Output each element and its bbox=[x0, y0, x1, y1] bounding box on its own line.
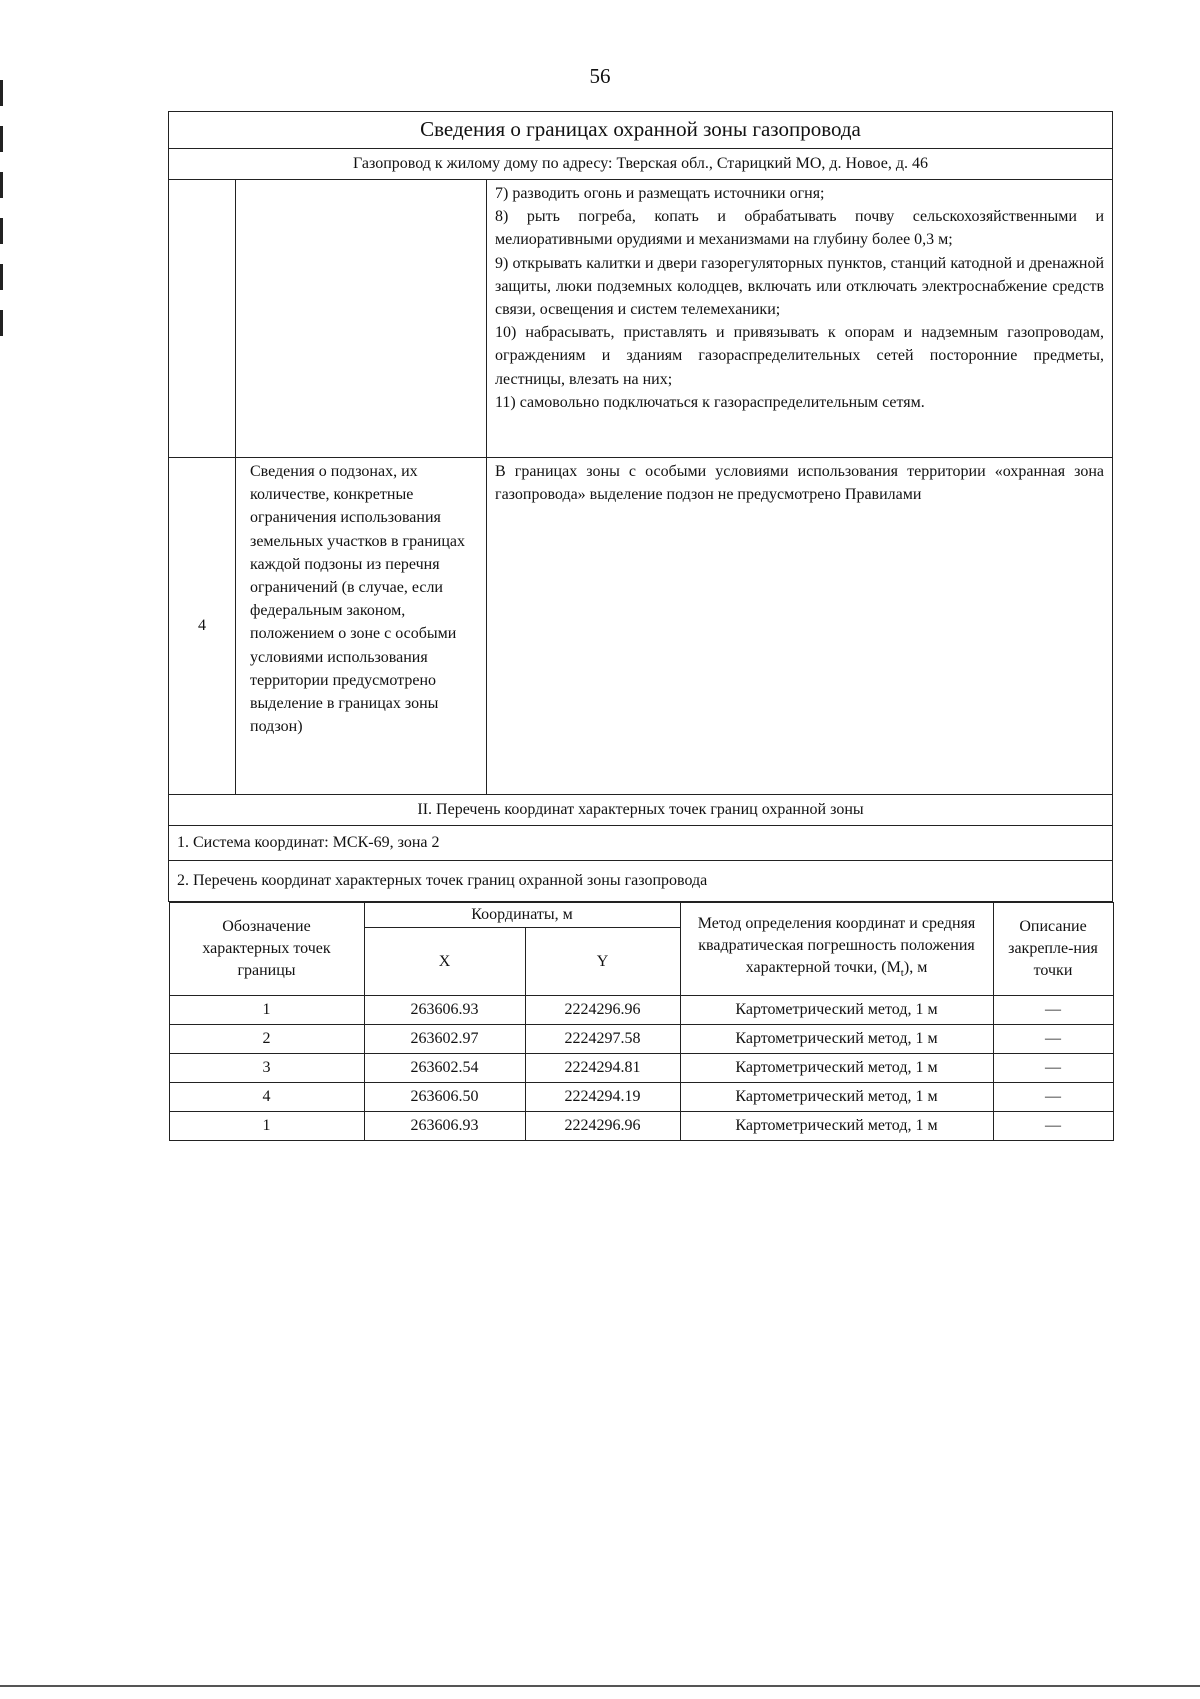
y-cell: 2224294.81 bbox=[525, 1054, 680, 1083]
restriction-item: 10) набрасывать, приставлять и привязывать к опорам и надземным газопроводам, ограждениям и зданиям газораспределительных сетей посторонние предметы, лестницы, влезать на них; bbox=[495, 324, 1105, 388]
zone-info-table bbox=[168, 111, 1113, 1141]
point-cell: 3 bbox=[169, 1054, 364, 1083]
desc-cell: — bbox=[993, 1025, 1113, 1054]
desc-cell: — bbox=[993, 1054, 1113, 1083]
col-header-x: X bbox=[364, 928, 525, 996]
desc-cell: — bbox=[993, 1083, 1113, 1112]
col-header-method: Метод определения координат и средняя квадратическая погрешность положения характерной точки, $(M_t)$, м bbox=[680, 903, 993, 996]
method-cell: Картометрический метод, 1 м bbox=[680, 996, 993, 1025]
scan-edge-marks bbox=[0, 80, 3, 380]
point-cell: 1 bbox=[169, 996, 364, 1025]
x-cell: 263606.93 bbox=[364, 996, 525, 1025]
col-header-point: Обозначение характерных точек границы bbox=[169, 903, 364, 996]
x-cell: 263602.54 bbox=[364, 1054, 525, 1083]
section-heading: II. Перечень координат характерных точек границ охранной зоны bbox=[169, 795, 1113, 826]
point-cell: 4 bbox=[169, 1083, 364, 1112]
table-row bbox=[169, 996, 1113, 1025]
restriction-item: 9) открывать калитки и двери газорегуляторных пунктов, станций катодной и дренажной защиты, люки подземных колодцев, включать или отключать электроснабжение средств связи, освещения и систем телемеханики; bbox=[495, 254, 1105, 319]
page-number: 56 bbox=[589, 64, 611, 88]
y-cell: 2224296.96 bbox=[525, 1112, 680, 1141]
x-cell: 263602.97 bbox=[364, 1025, 525, 1054]
method-cell: Картометрический метод, 1 м bbox=[680, 1083, 993, 1112]
y-cell: 2224294.19 bbox=[525, 1083, 680, 1112]
table-title: Сведения о границах охранной зоны газопровода bbox=[169, 112, 1113, 149]
row-label: Сведения о подзонах, их количестве, конкретные ограничения использования земельных участков в границах каждой подзоны из перечня ограничений (в случае, если федеральным законом, положением о зоне с особыми условиями использования территории предусмотрено выделение в границах зоны подзон) bbox=[236, 458, 487, 795]
coordinate-system: 1. Система координат: МСК-69, зона 2 bbox=[169, 826, 1113, 861]
col-header-desc: Описание закрепле-ния точки bbox=[993, 903, 1113, 996]
desc-cell: — bbox=[993, 996, 1113, 1025]
method-cell: Картометрический метод, 1 м bbox=[680, 1025, 993, 1054]
y-cell: 2224296.96 bbox=[525, 996, 680, 1025]
y-cell: 2224297.58 bbox=[525, 1025, 680, 1054]
coords-list-title: 2. Перечень координат характерных точек границ охранной зоны газопровода bbox=[169, 861, 1113, 902]
table-row bbox=[169, 1025, 1113, 1054]
restriction-item: 8) рыть погреба, копать и обрабатывать почву сельскохозяйственными и мелиоративными орудиями и механизмами на глубину более 0,3 м; bbox=[495, 208, 1105, 249]
coordinates-table bbox=[169, 902, 1114, 1141]
row-label-empty bbox=[236, 180, 487, 458]
desc-cell: — bbox=[993, 1112, 1113, 1141]
col-header-coords: Координаты, м bbox=[364, 903, 680, 928]
row-value: В границах зоны с особыми условиями использования территории «охранная зона газопровода» выделение подзон не предусмотрено Правилами bbox=[487, 458, 1113, 795]
table-subtitle: Газопровод к жилому дому по адресу: Тверская обл., Старицкий МО, д. Новое, д. 46 bbox=[169, 149, 1113, 180]
method-cell: Картометрический метод, 1 м bbox=[680, 1112, 993, 1141]
point-cell: 1 bbox=[169, 1112, 364, 1141]
x-cell: 263606.93 bbox=[364, 1112, 525, 1141]
restriction-item: 11) самовольно подключаться к газораспределительным сетям. bbox=[495, 393, 925, 411]
table-row bbox=[169, 1054, 1113, 1083]
col-header-y: Y bbox=[525, 928, 680, 996]
scan-bottom-edge bbox=[0, 1685, 1200, 1687]
x-cell: 263606.50 bbox=[364, 1083, 525, 1112]
row-number: 4 bbox=[169, 458, 236, 795]
method-cell: Картометрический метод, 1 м bbox=[680, 1054, 993, 1083]
restriction-item: 7) разводить огонь и размещать источники огня; bbox=[495, 185, 825, 202]
table-row bbox=[169, 1083, 1113, 1112]
restrictions-list bbox=[487, 180, 1113, 458]
row-number-empty bbox=[169, 180, 236, 458]
point-cell: 2 bbox=[169, 1025, 364, 1054]
table-row bbox=[169, 1112, 1113, 1141]
